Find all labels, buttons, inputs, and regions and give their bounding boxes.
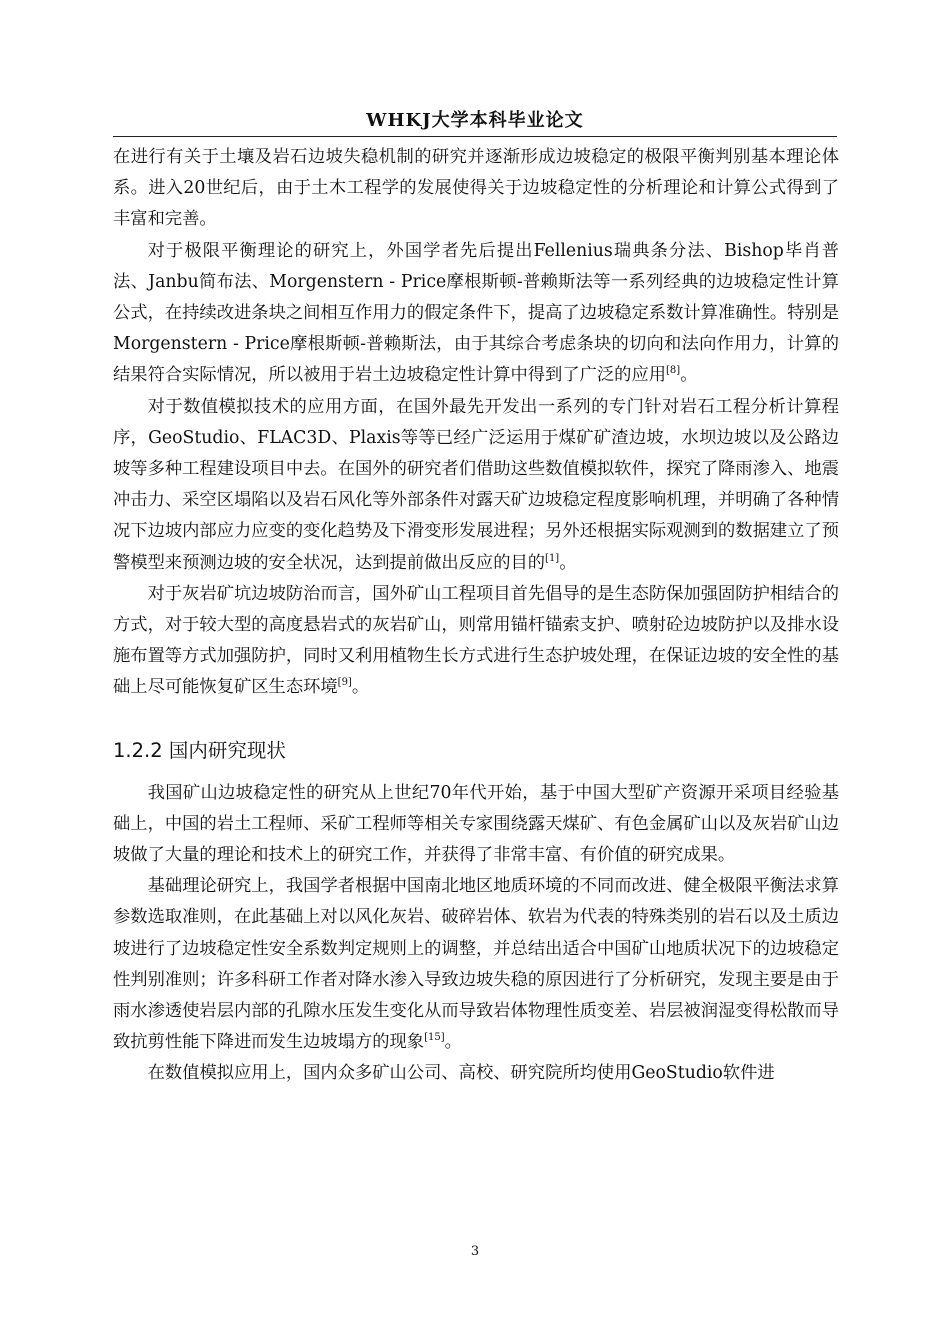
paragraph-4 (113, 579, 839, 704)
paragraph-6-text: 基础理论研究上，我国学者根据中国南北地区地质环境的不同而改进、健全极限平衡法求算参数选取准则，在此基础上对以风化灰岩、破碎岩体、软岩为代表的特殊类别的岩石以及土质边坡进行了边坡稳定性安全系数判定规则上的调整，并总结出适合中国矿山地质状况下的边坡稳定性判别准则；许多科研工作者对降水渗入导致边坡失稳的原因进行了分析研究，发现主要是由于雨水渗透使岩层内部的孔隙水压发生变化从而导致岩体物理性质变差、岩层被润湿变得松散而导致抗剪性能下降进而发生边坡塌方的现象 (113, 876, 839, 1053)
paragraph-6-end: 。 (444, 1032, 462, 1053)
paragraph-3 (113, 392, 839, 579)
citation-9: [9] (337, 677, 352, 689)
paragraph-1 (113, 142, 839, 236)
paragraph-1-text: 在进行有关于土壤及岩石边坡失稳机制的研究并逐渐形成边坡稳定的极限平衡判别基本理论体系。进入20世纪后，由于土木工程学的发展使得关于边坡稳定性的分析理论和计算公式得到了丰富和完善。 (113, 147, 839, 230)
citation-1: [1] (545, 552, 560, 564)
paragraph-6 (113, 871, 839, 1058)
body-text (113, 142, 839, 1090)
section-heading: 1.2.2 国内研究现状 (113, 738, 286, 762)
paragraph-2-text: 对于极限平衡理论的研究上，外国学者先后提出Fellenius瑞典条分法、Bishop毕肖普法、Janbu简布法、Morgenstern - Price摩根斯顿-普赖斯法等一系列经典的边坡稳定性计算公式，在持续改进条块之间相互作用力的假定条件下，提高了边坡稳定系数计算准确性。特别是Morgenstern - Price摩根斯顿-普赖斯法，由于其综合考虑条块的切向和法向作用力，计算的结果符合实际情况，所以被用于岩土边坡稳定性计算中得到了广泛的应用 (113, 240, 839, 386)
running-header: WHKJ大学本科毕业论文 (366, 110, 584, 131)
citation-8: [8] (666, 365, 681, 377)
paragraph-7-text: 在数值模拟应用上，国内众多矿山公司、高校、研究院所均使用GeoStudio软件进 (147, 1063, 775, 1084)
paragraph-2 (113, 236, 839, 392)
paragraph-3-end: 。 (559, 552, 577, 573)
page-number: 3 (470, 1244, 480, 1259)
paragraph-7 (113, 1058, 839, 1089)
paragraph-5 (113, 778, 839, 872)
citation-15: [15] (424, 1032, 445, 1044)
paragraph-4-text: 对于灰岩矿坑边坡防治而言，国外矿山工程项目首先倡导的是生态防保加强固防护相结合的方式，对于较大型的高度悬岩式的灰岩矿山，则常用锚杆锚索支护、喷射砼边坡防护以及排水设施布置等方式加强防护，同时又利用植物生长方式进行生态护坡处理，在保证边坡的安全性的基础上尽可能恢复矿区生态环境 (113, 583, 839, 698)
header-rule (113, 136, 837, 137)
paragraph-3-text: 对于数值模拟技术的应用方面，在国外最先开发出一系列的专门针对岩石工程分析计算程序，GeoStudio、FLAC3D、Plaxis等等已经广泛运用于煤矿矿渣边坡，水坝边坡以及公路边坡等多种工程建设项目中去。在国外的研究者们借助这些数值模拟软件，探究了降雨渗入、地震冲击力、采空区塌陷以及岩石风化等外部条件对露天矿边坡稳定程度影响机理，并明确了各种情况下边坡内部应力应变的变化趋势及下滑变形发展进程；另外还根据实际观测到的数据建立了预警模型来预测边坡的安全状况，达到提前做出反应的目的 (113, 396, 839, 573)
paragraph-4-end: 。 (351, 677, 370, 698)
paragraph-2-end: 。 (680, 365, 698, 386)
paragraph-5-text: 我国矿山边坡稳定性的研究从上世纪70年代开始，基于中国大型矿产资源开采项目经验基础上，中国的岩土工程师、采矿工程师等相关专家围绕露天煤矿、有色金属矿山以及灰岩矿山边坡做了大量的理论和技术上的研究工作，并获得了非常丰富、有价值的研究成果。 (113, 782, 839, 866)
